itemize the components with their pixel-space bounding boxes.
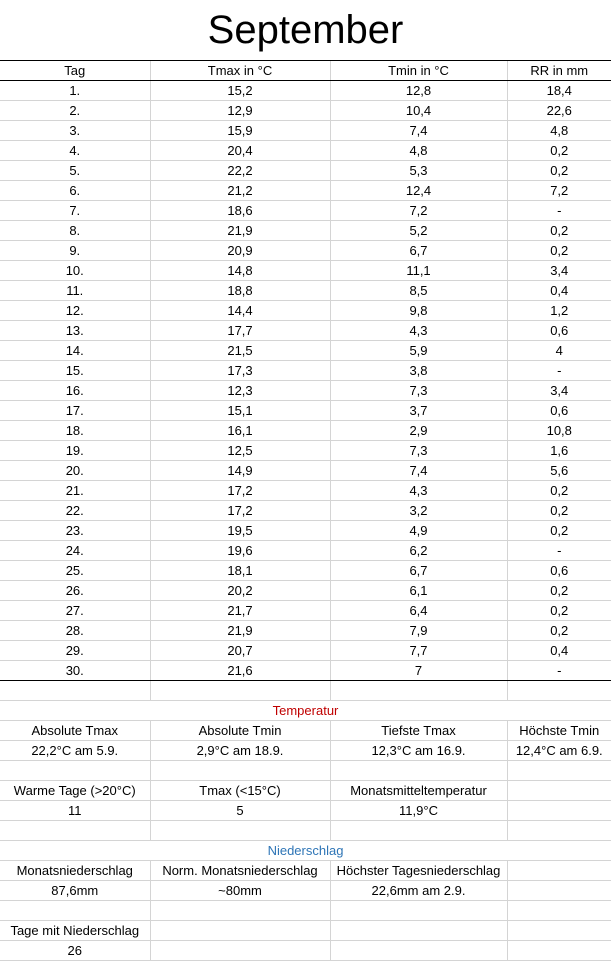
cell-tmax: 17,3 [150, 361, 330, 381]
cell-rr: 0,2 [507, 161, 611, 181]
cell-tmax: 14,4 [150, 301, 330, 321]
cell-tmin: 2,9 [330, 421, 507, 441]
cell-tmin: 6,7 [330, 241, 507, 261]
table-row [0, 641, 611, 661]
cell-tmin: 6,1 [330, 581, 507, 601]
cell-rr: 0,2 [507, 521, 611, 541]
cell-rr: 22,6 [507, 101, 611, 121]
table-row [0, 261, 611, 281]
header-rr: RR in mm [507, 61, 611, 81]
cell-tmin: 11,1 [330, 261, 507, 281]
header-tmax: Tmax in °C [150, 61, 330, 81]
value-monatsmitteltemperatur: 11,9°C [330, 801, 507, 821]
header-row [0, 61, 611, 81]
cell-tmax: 12,3 [150, 381, 330, 401]
cell-tmin: 8,5 [330, 281, 507, 301]
cell-tmin: 10,4 [330, 101, 507, 121]
value-tage-mit-niederschlag: 26 [0, 941, 150, 961]
cell-tag: 7. [0, 201, 150, 221]
cell-tag: 25. [0, 561, 150, 581]
table-row [0, 521, 611, 541]
cell-tmax: 15,9 [150, 121, 330, 141]
cell-tmin: 7,4 [330, 461, 507, 481]
cell-rr: - [507, 201, 611, 221]
label-norm-monatsniederschlag: Norm. Monatsniederschlag [150, 861, 330, 881]
cell-tmax: 21,9 [150, 221, 330, 241]
cell-tmax: 22,2 [150, 161, 330, 181]
cell-rr: 3,4 [507, 261, 611, 281]
cell-tmax: 20,7 [150, 641, 330, 661]
label-absolute-tmin: Absolute Tmin [150, 721, 330, 741]
table-row [0, 561, 611, 581]
cell-tag: 1. [0, 81, 150, 101]
table-row [0, 281, 611, 301]
cell-tmax: 17,2 [150, 481, 330, 501]
cell-tag: 23. [0, 521, 150, 541]
temperatur-values2-row [0, 801, 611, 821]
cell-tmax: 20,4 [150, 141, 330, 161]
cell-tag: 11. [0, 281, 150, 301]
cell-tmin: 5,3 [330, 161, 507, 181]
cell-rr: - [507, 661, 611, 681]
table-row [0, 181, 611, 201]
value-monatsniederschlag: 87,6mm [0, 881, 150, 901]
table-row [0, 661, 611, 681]
cell-tag: 18. [0, 421, 150, 441]
cell-tmax: 21,2 [150, 181, 330, 201]
label-tmax-below-15: Tmax (<15°C) [150, 781, 330, 801]
table-row [0, 601, 611, 621]
cell-tmax: 20,2 [150, 581, 330, 601]
cell-tag: 9. [0, 241, 150, 261]
cell-tag: 3. [0, 121, 150, 141]
table-row [0, 401, 611, 421]
table-row [0, 501, 611, 521]
cell-tag: 29. [0, 641, 150, 661]
cell-tmin: 7,4 [330, 121, 507, 141]
table-row [0, 141, 611, 161]
cell-rr: 0,2 [507, 221, 611, 241]
table-row [0, 121, 611, 141]
cell-tmin: 7 [330, 661, 507, 681]
cell-tmax: 18,1 [150, 561, 330, 581]
cell-tag: 19. [0, 441, 150, 461]
cell-tmax: 14,9 [150, 461, 330, 481]
table-row [0, 621, 611, 641]
value-tmax-below-15: 5 [150, 801, 330, 821]
cell-rr: 0,6 [507, 321, 611, 341]
cell-tmax: 21,9 [150, 621, 330, 641]
table-row [0, 581, 611, 601]
label-tiefste-tmax: Tiefste Tmax [330, 721, 507, 741]
cell-tmax: 19,5 [150, 521, 330, 541]
cell-tmin: 4,8 [330, 141, 507, 161]
cell-tmin: 12,4 [330, 181, 507, 201]
label-monatsniederschlag: Monatsniederschlag [0, 861, 150, 881]
cell-rr: 5,6 [507, 461, 611, 481]
cell-rr: 0,2 [507, 621, 611, 641]
cell-tmin: 7,9 [330, 621, 507, 641]
cell-tag: 28. [0, 621, 150, 641]
temperatur-values-row [0, 741, 611, 761]
table-row [0, 221, 611, 241]
weather-table [0, 61, 611, 681]
spacer-row [0, 901, 611, 921]
label-absolute-tmax: Absolute Tmax [0, 721, 150, 741]
table-row [0, 321, 611, 341]
table-row [0, 341, 611, 361]
cell-rr: 0,2 [507, 241, 611, 261]
cell-tmax: 20,9 [150, 241, 330, 261]
niederschlag-heading-row [0, 841, 611, 861]
table-row [0, 101, 611, 121]
cell-tmin: 3,7 [330, 401, 507, 421]
cell-tmax: 21,7 [150, 601, 330, 621]
cell-tmax: 15,2 [150, 81, 330, 101]
cell-rr: 4 [507, 341, 611, 361]
cell-tmin: 7,2 [330, 201, 507, 221]
cell-tmin: 6,2 [330, 541, 507, 561]
cell-rr: 1,2 [507, 301, 611, 321]
niederschlag-heading: Niederschlag [0, 841, 611, 861]
cell-tmin: 9,8 [330, 301, 507, 321]
cell-tag: 15. [0, 361, 150, 381]
cell-tag: 10. [0, 261, 150, 281]
header-tag: Tag [0, 61, 150, 81]
cell-tag: 16. [0, 381, 150, 401]
niederschlag-labels-row [0, 861, 611, 881]
temperatur-labels2-row [0, 781, 611, 801]
table-row [0, 361, 611, 381]
table-row [0, 461, 611, 481]
niederschlag-values2-row [0, 941, 611, 961]
cell-rr: 10,8 [507, 421, 611, 441]
label-hoechster-tagesniederschlag: Höchster Tagesniederschlag [330, 861, 507, 881]
cell-rr: 4,8 [507, 121, 611, 141]
label-tage-mit-niederschlag: Tage mit Niederschlag [0, 921, 150, 941]
value-hoechste-tmin: 12,4°C am 6.9. [507, 741, 611, 761]
cell-tmax: 17,7 [150, 321, 330, 341]
cell-rr: 1,6 [507, 441, 611, 461]
cell-tag: 8. [0, 221, 150, 241]
temperatur-heading: Temperatur [0, 701, 611, 721]
cell-rr: 0,2 [507, 501, 611, 521]
cell-tmin: 5,2 [330, 221, 507, 241]
cell-tmax: 19,6 [150, 541, 330, 561]
cell-tag: 12. [0, 301, 150, 321]
table-row [0, 441, 611, 461]
label-monatsmitteltemperatur: Monatsmitteltemperatur [330, 781, 507, 801]
summary-table [0, 681, 611, 961]
cell-tmin: 5,9 [330, 341, 507, 361]
table-row [0, 301, 611, 321]
cell-tmin: 3,2 [330, 501, 507, 521]
cell-tmin: 4,9 [330, 521, 507, 541]
value-absolute-tmin: 2,9°C am 18.9. [150, 741, 330, 761]
cell-tmax: 18,6 [150, 201, 330, 221]
cell-tag: 14. [0, 341, 150, 361]
cell-rr: 0,2 [507, 581, 611, 601]
cell-tag: 5. [0, 161, 150, 181]
cell-tmin: 6,4 [330, 601, 507, 621]
cell-tag: 13. [0, 321, 150, 341]
table-row [0, 541, 611, 561]
cell-rr: 0,6 [507, 561, 611, 581]
cell-tag: 22. [0, 501, 150, 521]
cell-tmin: 4,3 [330, 481, 507, 501]
cell-tmax: 16,1 [150, 421, 330, 441]
cell-tag: 27. [0, 601, 150, 621]
table-row [0, 241, 611, 261]
cell-tmin: 12,8 [330, 81, 507, 101]
value-warme-tage: 11 [0, 801, 150, 821]
cell-tag: 4. [0, 141, 150, 161]
cell-rr: 3,4 [507, 381, 611, 401]
cell-tmax: 21,6 [150, 661, 330, 681]
cell-tmin: 7,3 [330, 381, 507, 401]
cell-tmin: 3,8 [330, 361, 507, 381]
niederschlag-labels2-row [0, 921, 611, 941]
cell-rr: 0,4 [507, 641, 611, 661]
temperatur-heading-row [0, 701, 611, 721]
cell-tag: 24. [0, 541, 150, 561]
table-row [0, 81, 611, 101]
spacer-row [0, 681, 611, 701]
cell-rr: - [507, 541, 611, 561]
cell-rr: - [507, 361, 611, 381]
header-tmin: Tmin in °C [330, 61, 507, 81]
cell-rr: 7,2 [507, 181, 611, 201]
cell-rr: 18,4 [507, 81, 611, 101]
value-absolute-tmax: 22,2°C am 5.9. [0, 741, 150, 761]
cell-tag: 6. [0, 181, 150, 201]
cell-tmax: 21,5 [150, 341, 330, 361]
cell-rr: 0,4 [507, 281, 611, 301]
table-row [0, 201, 611, 221]
niederschlag-values-row [0, 881, 611, 901]
cell-rr: 0,6 [507, 401, 611, 421]
cell-tmax: 14,8 [150, 261, 330, 281]
value-norm-monatsniederschlag: ~80mm [150, 881, 330, 901]
cell-tag: 30. [0, 661, 150, 681]
cell-tag: 21. [0, 481, 150, 501]
table-row [0, 381, 611, 401]
table-row [0, 421, 611, 441]
cell-tmin: 7,3 [330, 441, 507, 461]
cell-tag: 2. [0, 101, 150, 121]
cell-rr: 0,2 [507, 601, 611, 621]
table-row [0, 161, 611, 181]
spacer-row [0, 821, 611, 841]
label-warme-tage: Warme Tage (>20°C) [0, 781, 150, 801]
cell-tag: 17. [0, 401, 150, 421]
cell-tmax: 18,8 [150, 281, 330, 301]
cell-tag: 26. [0, 581, 150, 601]
cell-tmax: 12,9 [150, 101, 330, 121]
table-row [0, 481, 611, 501]
cell-tmin: 4,3 [330, 321, 507, 341]
cell-tmax: 15,1 [150, 401, 330, 421]
label-hoechste-tmin: Höchste Tmin [507, 721, 611, 741]
value-hoechster-tagesniederschlag: 22,6mm am 2.9. [330, 881, 507, 901]
cell-tmax: 17,2 [150, 501, 330, 521]
cell-rr: 0,2 [507, 141, 611, 161]
sheet-title: September [0, 0, 611, 61]
cell-tag: 20. [0, 461, 150, 481]
spacer-row [0, 761, 611, 781]
cell-rr: 0,2 [507, 481, 611, 501]
cell-tmax: 12,5 [150, 441, 330, 461]
cell-tmin: 6,7 [330, 561, 507, 581]
cell-tmin: 7,7 [330, 641, 507, 661]
temperatur-labels-row [0, 721, 611, 741]
value-tiefste-tmax: 12,3°C am 16.9. [330, 741, 507, 761]
